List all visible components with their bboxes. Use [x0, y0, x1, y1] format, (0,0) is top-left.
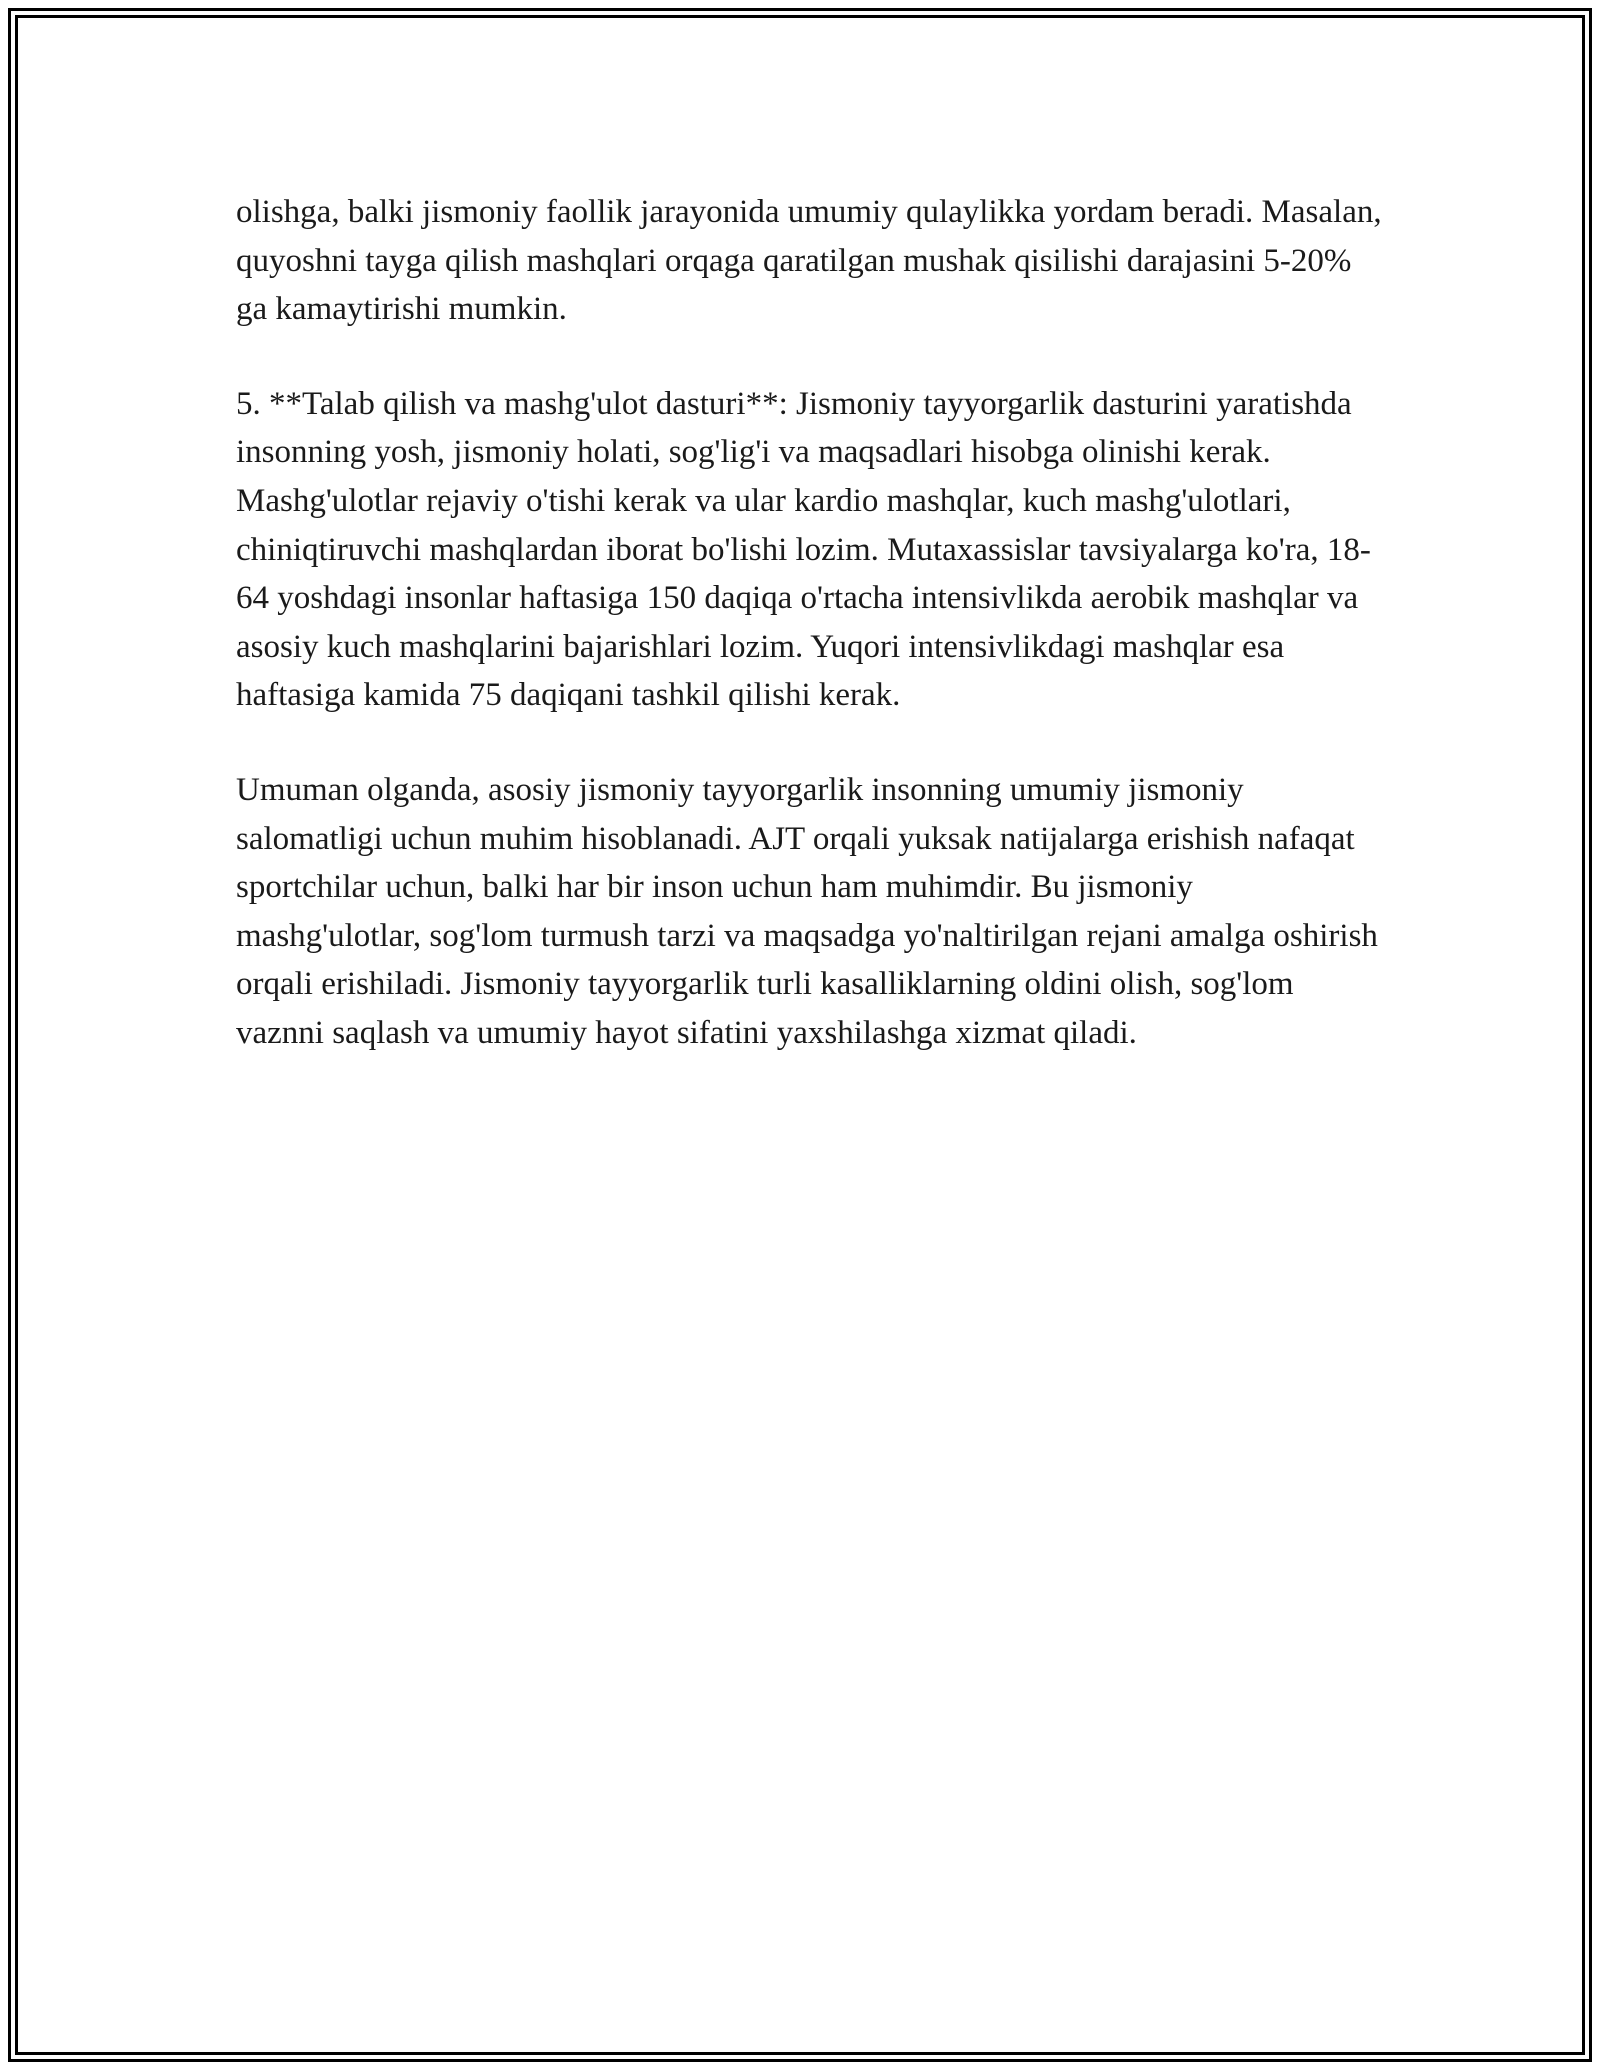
paragraph-conclusion: Umuman olganda, asosiy jismoniy tayyorgarlik insonning umumiy jismoniy salomatligi uchun muhim hisoblanadi. AJT orqali yuksak natijalarga erishish nafaqat sportchilar uchun, balki har bir inson uchun ham muhimdir. Bu jismoniy mashg'ulotlar, sog'lom turmush tarzi va maqsadga yo'naltirilgan rejani amalga oshirish orqali erishiladi. Jismoniy tayyorgarlik turli kasalliklarning oldini olish, sog'lom vaznni saqlash va umumiy hayot sifatini yaxshilashga xizmat qiladi.	[236, 771, 1378, 1051]
document-body	[236, 188, 1386, 1104]
paragraph-training-program: 5. **Talab qilish va mashg'ulot dasturi**: Jismoniy tayyorgarlik dasturini yaratishda insonning yosh, jismoniy holati, sog'lig'i va maqsadlari hisobga olinishi kerak. Mashg'ulotlar rejaviy o'tishi kerak va ular kardio mashqlar, kuch mashg'ulotlari, chiniqtiruvchi mashqlardan iborat bo'lishi lozim. Mutaxassislar tavsiyalarga ko'ra, 18-64 yoshdagi insonlar haftasiga 150 daqiqa o'rtacha intensivlikda aerobik mashqlar va asosiy kuch mashqlarini bajarishlari lozim. Yuqori intensivlikdagi mashqlar esa haftasiga kamida 75 daqiqani tashkil qilishi kerak.	[236, 385, 1371, 714]
paragraph-continuation: olishga, balki jismoniy faollik jarayonida umumiy qulaylikka yordam beradi. Masalan, quyoshni tayga qilish mashqlari orqaga qaratilgan mushak qisilishi darajasini 5-20% ga kamaytirishi mumkin.	[236, 194, 1382, 328]
